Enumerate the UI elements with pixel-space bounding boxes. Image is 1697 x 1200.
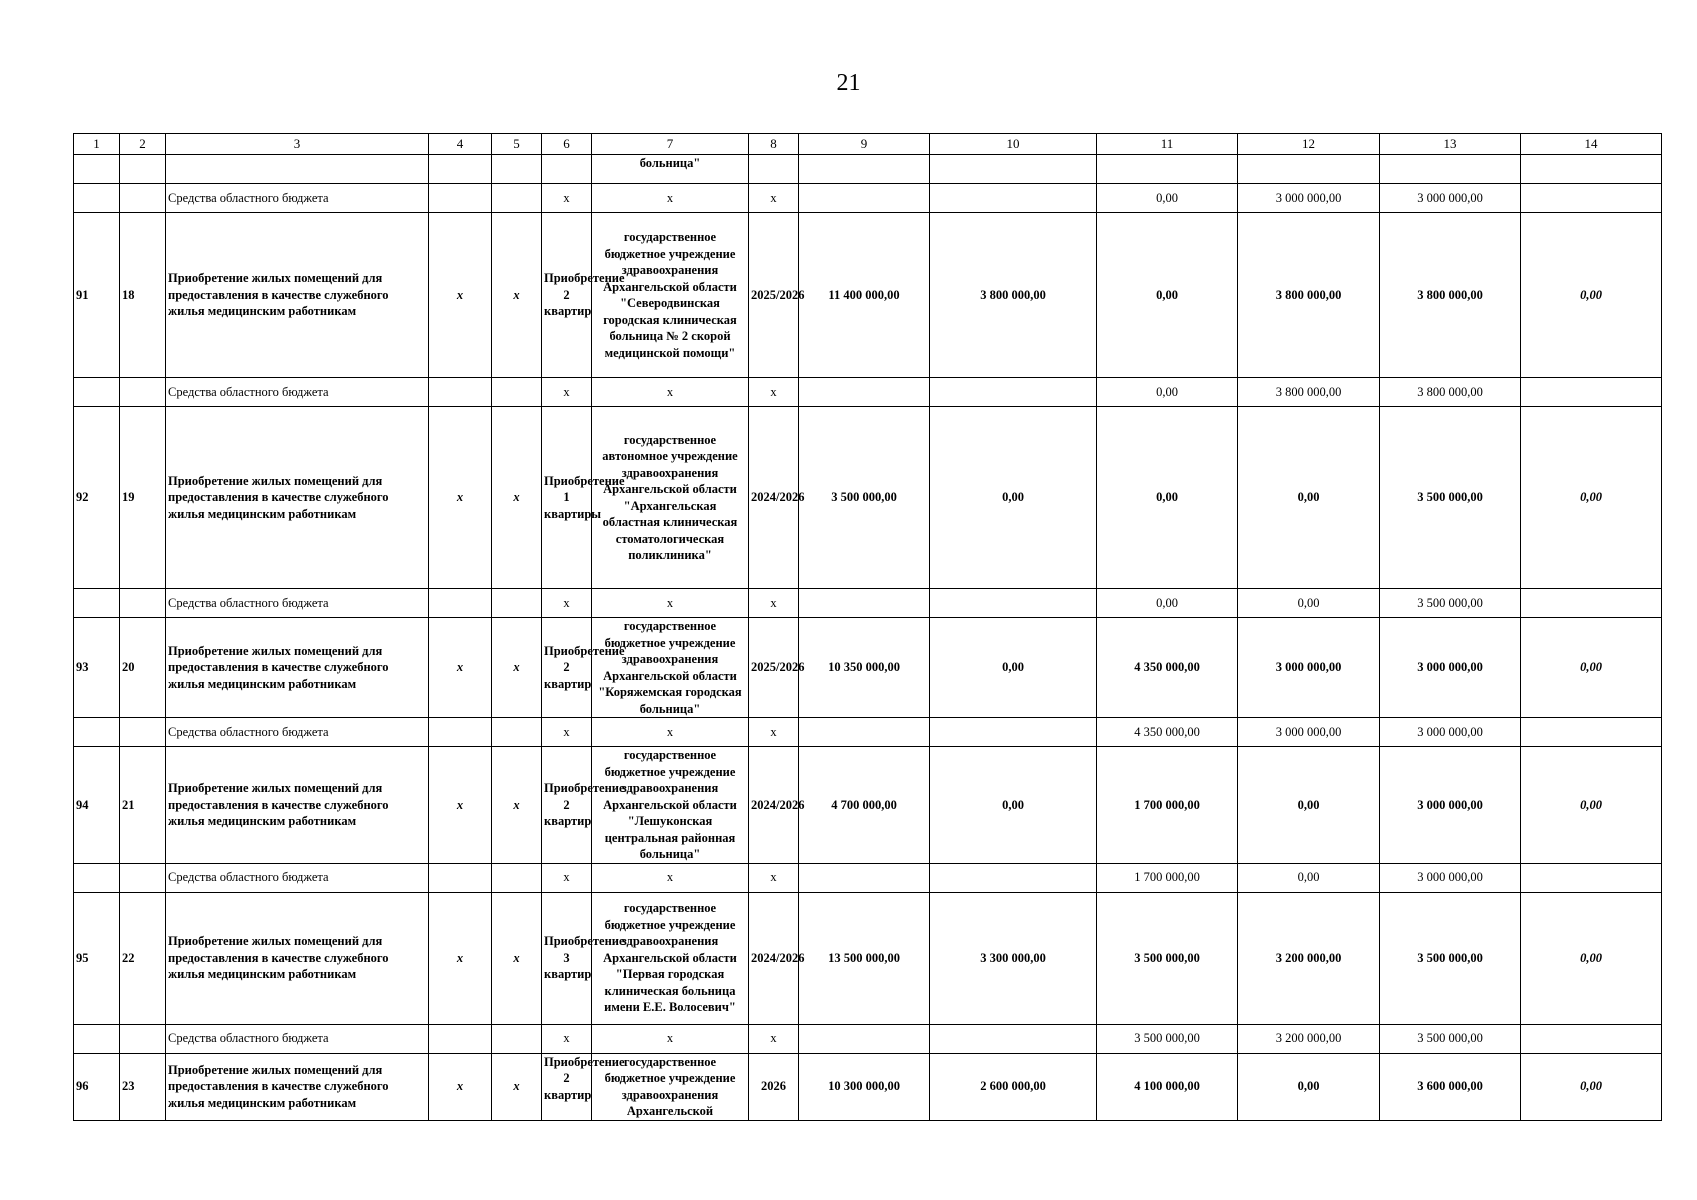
institution-cell: государственное бюджетное учреждение здравоохранения Архангельской области "Первая городская клиническая больница имени Е.Е. Волосевич": [592, 892, 749, 1024]
institution-cell: больница": [592, 155, 749, 184]
x-mark: х: [749, 378, 799, 407]
period-cell: 2025/2026: [749, 618, 799, 718]
x-mark: х: [592, 1024, 749, 1053]
amount-cell: 0,00: [1521, 213, 1662, 378]
amount-cell: 0,00: [1238, 747, 1380, 864]
period-cell: 2025/2026: [749, 213, 799, 378]
row-subnumber: 20: [120, 618, 166, 718]
amount-cell: 3 500 000,00: [1380, 892, 1521, 1024]
table-row: [74, 618, 1662, 718]
amount-cell: 0,00: [1238, 863, 1380, 892]
x-mark: х: [592, 718, 749, 747]
x-mark: х: [749, 718, 799, 747]
amount-cell: 0,00: [1097, 213, 1238, 378]
row-subnumber: 22: [120, 892, 166, 1024]
institution-cell: государственное бюджетное учреждение здравоохранения Архангельской области "Лешуконская центральная районная больница": [592, 747, 749, 864]
amount-cell: 3 000 000,00: [1380, 618, 1521, 718]
x-mark: х: [429, 892, 492, 1024]
row-number: 96: [74, 1053, 120, 1120]
funding-source-row: [74, 718, 1662, 747]
table-row: [74, 747, 1662, 864]
amount-cell: 3 000 000,00: [1380, 747, 1521, 864]
header-cell: 12: [1238, 134, 1380, 155]
column-number-row: [74, 134, 1662, 155]
row-number: 92: [74, 407, 120, 589]
header-cell: 2: [120, 134, 166, 155]
row-subnumber: 19: [120, 407, 166, 589]
amount-cell: 1 700 000,00: [1097, 747, 1238, 864]
x-mark: х: [592, 184, 749, 213]
row-subnumber: 18: [120, 213, 166, 378]
funding-source-row: [74, 378, 1662, 407]
amount-cell: 10 300 000,00: [799, 1053, 930, 1120]
continuation-row: [74, 155, 1662, 184]
header-cell: 4: [429, 134, 492, 155]
x-mark: х: [542, 1024, 592, 1053]
period-cell: 2024/2026: [749, 407, 799, 589]
amount-cell: 4 350 000,00: [1097, 718, 1238, 747]
table-row: [74, 213, 1662, 378]
amount-cell: 3 800 000,00: [1380, 378, 1521, 407]
amount-cell: 4 700 000,00: [799, 747, 930, 864]
amount-cell: 3 000 000,00: [1380, 863, 1521, 892]
table-row: [74, 892, 1662, 1024]
header-cell: 8: [749, 134, 799, 155]
amount-cell: 3 600 000,00: [1380, 1053, 1521, 1120]
amount-cell: 3 800 000,00: [1238, 213, 1380, 378]
x-mark: х: [492, 213, 542, 378]
x-mark: х: [429, 213, 492, 378]
activity-name: Приобретение жилых помещений для предоставления в качестве служебного жилья медицинским работникам: [166, 1053, 429, 1120]
amount-cell: 10 350 000,00: [799, 618, 930, 718]
amount-cell: 4 100 000,00: [1097, 1053, 1238, 1120]
row-subnumber: 23: [120, 1053, 166, 1120]
row-number: 95: [74, 892, 120, 1024]
header-cell: 9: [799, 134, 930, 155]
x-mark: х: [542, 718, 592, 747]
object-cell: Приобретение 2 квартир: [542, 747, 592, 864]
amount-cell: 0,00: [1097, 589, 1238, 618]
amount-cell: 3 800 000,00: [1380, 213, 1521, 378]
amount-cell: 3 300 000,00: [930, 892, 1097, 1024]
x-mark: х: [749, 184, 799, 213]
funding-source-label: Средства областного бюджета: [166, 863, 429, 892]
x-mark: х: [492, 1053, 542, 1120]
object-cell: Приобретение 2 квартир: [542, 213, 592, 378]
institution-cell: государственное бюджетное учреждение здравоохранения Архангельской области "Северодвинская городская клиническая больница № 2 скорой медицинской помощи": [592, 213, 749, 378]
amount-cell: 0,00: [1097, 407, 1238, 589]
object-cell: Приобретение 2 квартир: [542, 618, 592, 718]
amount-cell: 3 500 000,00: [1380, 407, 1521, 589]
activity-name: Приобретение жилых помещений для предоставления в качестве служебного жилья медицинским работникам: [166, 407, 429, 589]
amount-cell: 3 500 000,00: [1380, 1024, 1521, 1053]
amount-cell: 3 800 000,00: [930, 213, 1097, 378]
period-cell: 2024/2026: [749, 892, 799, 1024]
page-number: 21: [836, 70, 861, 96]
amount-cell: 0,00: [1097, 184, 1238, 213]
x-mark: х: [542, 378, 592, 407]
table-row: [74, 407, 1662, 589]
header-cell: 6: [542, 134, 592, 155]
activity-name: Приобретение жилых помещений для предоставления в качестве служебного жилья медицинским работникам: [166, 213, 429, 378]
x-mark: х: [492, 618, 542, 718]
amount-cell: 0,00: [1521, 1053, 1662, 1120]
row-number: 93: [74, 618, 120, 718]
activity-name: Приобретение жилых помещений для предоставления в качестве служебного жилья медицинским работникам: [166, 892, 429, 1024]
amount-cell: 0,00: [1238, 1053, 1380, 1120]
header-cell: 10: [930, 134, 1097, 155]
amount-cell: 0,00: [1521, 407, 1662, 589]
amount-cell: 2 600 000,00: [930, 1053, 1097, 1120]
amount-cell: 0,00: [930, 407, 1097, 589]
x-mark: х: [592, 589, 749, 618]
amount-cell: 3 500 000,00: [799, 407, 930, 589]
header-cell: 13: [1380, 134, 1521, 155]
row-number: 91: [74, 213, 120, 378]
x-mark: х: [492, 747, 542, 864]
x-mark: х: [542, 863, 592, 892]
funding-source-row: [74, 863, 1662, 892]
funding-source-label: Средства областного бюджета: [166, 378, 429, 407]
x-mark: х: [429, 1053, 492, 1120]
header-cell: 1: [74, 134, 120, 155]
activity-name: Приобретение жилых помещений для предоставления в качестве служебного жилья медицинским работникам: [166, 747, 429, 864]
amount-cell: 3 500 000,00: [1097, 892, 1238, 1024]
amount-cell: 3 800 000,00: [1238, 378, 1380, 407]
x-mark: х: [429, 407, 492, 589]
row-subnumber: 21: [120, 747, 166, 864]
row-number: 94: [74, 747, 120, 864]
x-mark: х: [749, 589, 799, 618]
object-cell: Приобретение 3 квартир: [542, 892, 592, 1024]
amount-cell: 3 000 000,00: [1380, 718, 1521, 747]
header-cell: 11: [1097, 134, 1238, 155]
header-cell: 7: [592, 134, 749, 155]
period-cell: 2024/2026: [749, 747, 799, 864]
amount-cell: 0,00: [1521, 747, 1662, 864]
x-mark: х: [592, 863, 749, 892]
object-cell: Приобретение 2 квартир: [542, 1053, 592, 1120]
budget-table: [73, 133, 1662, 1121]
amount-cell: 3 500 000,00: [1380, 589, 1521, 618]
funding-source-label: Средства областного бюджета: [166, 1024, 429, 1053]
funding-source-label: Средства областного бюджета: [166, 718, 429, 747]
amount-cell: 4 350 000,00: [1097, 618, 1238, 718]
x-mark: х: [542, 589, 592, 618]
x-mark: х: [492, 892, 542, 1024]
amount-cell: 3 000 000,00: [1238, 718, 1380, 747]
object-cell: Приобретение 1 квартиры: [542, 407, 592, 589]
x-mark: х: [429, 747, 492, 864]
institution-cell: государственное бюджетное учреждение здравоохранения Архангельской: [592, 1053, 749, 1120]
activity-name: Приобретение жилых помещений для предоставления в качестве служебного жилья медицинским работникам: [166, 618, 429, 718]
x-mark: х: [492, 407, 542, 589]
amount-cell: 11 400 000,00: [799, 213, 930, 378]
amount-cell: 0,00: [1097, 378, 1238, 407]
amount-cell: 0,00: [930, 618, 1097, 718]
x-mark: х: [749, 1024, 799, 1053]
amount-cell: 3 500 000,00: [1097, 1024, 1238, 1053]
amount-cell: 3 000 000,00: [1380, 184, 1521, 213]
header-cell: 14: [1521, 134, 1662, 155]
table-row: [74, 1053, 1662, 1120]
amount-cell: 0,00: [930, 747, 1097, 864]
amount-cell: 0,00: [1521, 618, 1662, 718]
funding-source-label: Средства областного бюджета: [166, 184, 429, 213]
header-cell: 5: [492, 134, 542, 155]
x-mark: х: [749, 863, 799, 892]
funding-source-row: [74, 589, 1662, 618]
amount-cell: 3 200 000,00: [1238, 1024, 1380, 1053]
funding-source-row: [74, 184, 1662, 213]
amount-cell: 3 200 000,00: [1238, 892, 1380, 1024]
period-cell: 2026: [749, 1053, 799, 1120]
x-mark: х: [592, 378, 749, 407]
amount-cell: 0,00: [1238, 589, 1380, 618]
amount-cell: 1 700 000,00: [1097, 863, 1238, 892]
funding-source-label: Средства областного бюджета: [166, 589, 429, 618]
x-mark: х: [542, 184, 592, 213]
x-mark: х: [429, 618, 492, 718]
amount-cell: 0,00: [1238, 407, 1380, 589]
institution-cell: государственное автономное учреждение здравоохранения Архангельской области "Архангельская областная клиническая стоматологическая поликлиника": [592, 407, 749, 589]
amount-cell: 3 000 000,00: [1238, 184, 1380, 213]
funding-source-row: [74, 1024, 1662, 1053]
amount-cell: 0,00: [1521, 892, 1662, 1024]
amount-cell: 3 000 000,00: [1238, 618, 1380, 718]
amount-cell: 13 500 000,00: [799, 892, 930, 1024]
header-cell: 3: [166, 134, 429, 155]
institution-cell: государственное бюджетное учреждение здравоохранения Архангельской области "Коряжемская городская больница": [592, 618, 749, 718]
